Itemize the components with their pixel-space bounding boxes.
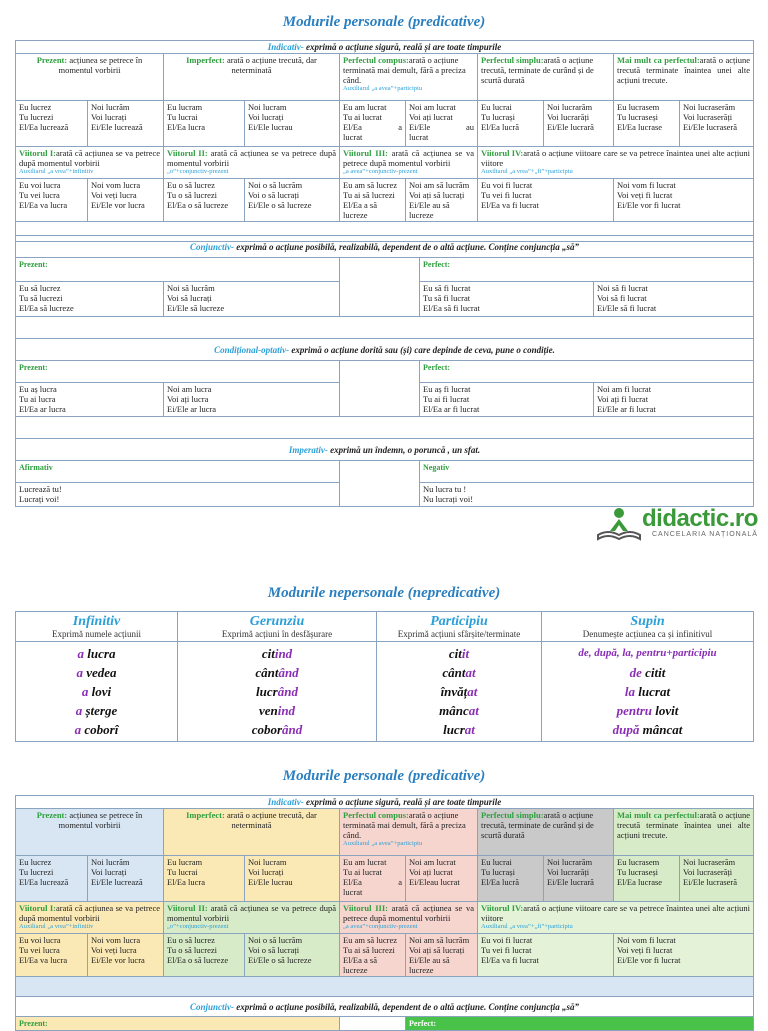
prezent-plural-colored: Noi lucrăm Voi lucrați Ei/Ele lucrează bbox=[88, 856, 164, 902]
logo-text: didactic.ro bbox=[642, 505, 758, 532]
v2-plural-colored: Noi o să lucrăm Voi o să lucrați Ei/Ele o să lucreze bbox=[245, 934, 340, 977]
conj-prezent-sg: Eu să lucrez Tu să lucrezi El/Ea să lucreze bbox=[16, 282, 164, 317]
prezent-singular: Eu lucrez Tu lucrezi El/Ea lucrează bbox=[16, 101, 88, 147]
viitor1-header: Viitorul I:arată că acțiunea se va petrece după momentul vorbirii Auxiliarul „a vrea”+infinitiv bbox=[16, 147, 164, 179]
cond-perfect-pl: Noi am fi lucrat Voi ați fi lucrat Ei/Ele ar fi lucrat bbox=[594, 383, 754, 417]
cond-gap bbox=[340, 361, 420, 417]
indicativ-table bbox=[15, 40, 754, 242]
ps-plural: Noi lucrarăm Voi lucrarăți Ei/Ele lucrară bbox=[544, 101, 614, 147]
conj-gap bbox=[340, 258, 420, 317]
imp-afirmativ-label: Afirmativ bbox=[16, 461, 340, 483]
mmcp-singular-colored: Eu lucrasem Tu lucraseși El/Ea lucrase bbox=[614, 856, 680, 902]
section-title-personale-colored: Modurile personale (predicative) bbox=[282, 768, 486, 784]
v4-singular: Eu voi fi lucrat Tu vei fi lucrat El/Ea va fi lucrat bbox=[478, 179, 614, 222]
v3-singular: Eu am să lucrez Tu ai să lucrezi El/Ea a să lucreze bbox=[340, 179, 406, 222]
imperfect-header-colored: Imperfect: arată o acțiune trecută, dar neterminată bbox=[164, 809, 340, 856]
supin-examples: de, după, la, pentru+participiu de citit la lucrat pentru lovit după mâncat bbox=[542, 642, 754, 742]
pc-plural: Noi am lucrat Voi ați lucrat Ei/Ele au lucrat bbox=[406, 101, 478, 147]
participiu-examples: citit cântat învățat mâncat lucrat bbox=[377, 642, 542, 742]
perfect-simplu-header: Perfectul simplu:arată o acțiune trecută, terminate de curând și de scurtă durată bbox=[478, 54, 614, 101]
didactic-logo[interactable] bbox=[596, 505, 766, 545]
v3-plural-colored: Noi am să lucrăm Voi ați să lucrați Ei/Ele au să lucreze bbox=[406, 934, 478, 977]
v2-plural: Noi o să lucrăm Voi o să lucrați Ei/Ele o să lucreze bbox=[245, 179, 340, 222]
imperfect-plural-colored: Noi lucram Voi lucrați Ei/Ele lucrau bbox=[245, 856, 340, 902]
mmcp-plural-colored: Noi lucraserăm Voi lucraserăți Ei/Ele lucraseră bbox=[680, 856, 754, 902]
v3-plural: Noi am să lucrăm Voi ați să lucrați Ei/Ele au să lucreze bbox=[406, 179, 478, 222]
cond-perfect-sg: Eu aș fi lucrat Tu ai fi lucrat El/Ea ar fi lucrat bbox=[420, 383, 594, 417]
viitor2-header-colored: Viitorul II: arată că acțiunea se va petrece după momentul vorbirii „o”+conjunctiv-prezent bbox=[164, 902, 340, 934]
spacer-row bbox=[16, 417, 754, 439]
v1-singular-colored: Eu voi lucra Tu vei lucra El/Ea va lucra bbox=[16, 934, 88, 977]
conj-perfect-sg: Eu să fi lucrat Tu să fi lucrat El/Ea să fi lucrat bbox=[420, 282, 594, 317]
book-person-icon bbox=[596, 505, 642, 543]
ps-singular: Eu lucrai Tu lucrași El/Ea lucră bbox=[478, 101, 544, 147]
viitor2-header: Viitorul II: arată că acțiunea se va petrece după momentul vorbirii „o”+conjunctiv-prezent bbox=[164, 147, 340, 179]
v1-plural-colored: Noi vom lucra Voi veți lucra Ei/Ele vor lucra bbox=[88, 934, 164, 977]
viitor1-header-colored: Viitorul I:arată că acțiunea se va petrece după momentul vorbirii Auxiliarul „a vrea”+infinitiv bbox=[16, 902, 164, 934]
conj-perfect-label-colored: Perfect: bbox=[406, 1017, 754, 1031]
conj-prezent-label-colored: Prezent: bbox=[16, 1017, 340, 1031]
indicativ-band: Indicativ- exprimă o acțiune sigură, reală și are toate timpurile bbox=[16, 41, 754, 54]
prezent-header-colored: Prezent: acțiunea se petrece în momentul vorbirii bbox=[16, 809, 164, 856]
prezent-singular-colored: Eu lucrez Tu lucrezi El/Ea lucrează bbox=[16, 856, 88, 902]
v4-plural-colored: Noi vom fi lucrat Voi veți fi lucrat Ei/Ele vor fi lucrat bbox=[614, 934, 754, 977]
conj-perfect-pl: Noi să fi lucrat Voi să fi lucrat Ei/Ele să fi lucrat bbox=[594, 282, 754, 317]
v3-singular-colored: Eu am să lucrez Tu ai să lucrezi El/Ea a să lucreze bbox=[340, 934, 406, 977]
viitor4-header-colored: Viitorul IV:arată o acțiune viitoare care se va petrece înaintea unei alte acțiuni viitore Auxiliarul „a vrea”+„fi”+participiu bbox=[478, 902, 754, 934]
imperfect-plural: Noi lucram Voi lucrați Ei/Ele lucrau bbox=[245, 101, 340, 147]
conj-prezent-label: Prezent: bbox=[16, 258, 340, 282]
cond-prezent-pl: Noi am lucra Voi ați lucra Ei/Ele ar lucra bbox=[164, 383, 340, 417]
perfect-simplu-header-colored: Perfectul simplu:arată o acțiune trecută, terminate de curând și de scurtă durată bbox=[478, 809, 614, 856]
v1-singular: Eu voi lucra Tu vei lucra El/Ea va lucra bbox=[16, 179, 88, 222]
logo-tagline: CANCELARIA NAȚIONALĂ bbox=[652, 531, 758, 538]
mmcp-header: Mai mult ca perfectul:arată o acțiune trecută terminate înaintea unei alte acțiuni trecute. bbox=[614, 54, 754, 101]
cond-perfect-label: Perfect: bbox=[420, 361, 754, 383]
ps-singular-colored: Eu lucrai Tu lucrași El/Ea lucră bbox=[478, 856, 544, 902]
cond-prezent-label: Prezent: bbox=[16, 361, 340, 383]
pc-singular: Eu am lucrat Tu ai lucrat El/Ea a lucrat bbox=[340, 101, 406, 147]
mmcp-plural: Noi lucraserăm Voi lucraserăți Ei/Ele lucraseră bbox=[680, 101, 754, 147]
viitor4-header: Viitorul IV:arată o acțiune viitoare care se va petrece înaintea unei alte acțiuni viitore Auxiliarul „a vrea”+„fi”+participiu bbox=[478, 147, 754, 179]
conj-perfect-label: Perfect: bbox=[420, 258, 754, 282]
mmcp-header-colored: Mai mult ca perfectul:arată o acțiune trecută terminate înaintea unei alte acțiuni trecute. bbox=[614, 809, 754, 856]
conditional-band: Condițional-optativ- exprimă o acțiune dorită sau (și) care depinde de ceva, pune o condiție. bbox=[16, 339, 754, 361]
conj-prezent-pl: Noi să lucrăm Voi să lucrați Ei/Ele să lucreze bbox=[164, 282, 340, 317]
supin-header: Supin Denumește acțiunea ca și infinitivul bbox=[542, 612, 754, 642]
ps-plural-colored: Noi lucrarăm Voi lucrarăți Ei/Ele lucrară bbox=[544, 856, 614, 902]
pc-plural-colored: Noi am lucrat Voi ați lucrat Ei/Eleau lucrat bbox=[406, 856, 478, 902]
cond-prezent-sg: Eu aș lucra Tu ai lucra El/Ea ar lucra bbox=[16, 383, 164, 417]
indicativ-table-colored bbox=[15, 795, 754, 1031]
indicativ-band-colored: Indicativ- exprimă o acțiune sigură, reală și are toate timpurile bbox=[16, 796, 754, 809]
spacer-row-colored bbox=[16, 977, 754, 997]
imp-negativ-forms: Nu lucra tu ! Nu lucrați voi! bbox=[420, 483, 754, 507]
viitor3-header: Viitorul III: arată că acțiunea se va petrece după momentul vorbirii „a avea”+conjunctiv-prezent bbox=[340, 147, 478, 179]
perfect-compus-header: Perfectul compus:arată o acțiune terminată mai demult, fără a preciza când. Auxiliarul „a avea”+participiu bbox=[340, 54, 478, 101]
prezent-plural: Noi lucrăm Voi lucrați Ei/Ele lucrează bbox=[88, 101, 164, 147]
nepersonale-table bbox=[15, 611, 754, 742]
gerunziu-header: Gerunziu Exprimă acțiuni în desfășurare bbox=[178, 612, 377, 642]
v1-plural: Noi vom lucra Voi veți lucra Ei/Ele vor lucra bbox=[88, 179, 164, 222]
infinitiv-examples: a lucra a vedea a lovi a șterge a coborî bbox=[16, 642, 178, 742]
imp-negativ-label: Negativ bbox=[420, 461, 754, 483]
section-title-nepersonale: Modurile nepersonale (nepredicative) bbox=[267, 585, 501, 601]
v2-singular-colored: Eu o să lucrez Tu o să lucrezi El/Ea o să lucreze bbox=[164, 934, 245, 977]
spacer-row bbox=[16, 317, 754, 339]
imp-gap bbox=[340, 461, 420, 507]
v4-plural: Noi vom fi lucrat Voi veți fi lucrat Ei/Ele vor fi lucrat bbox=[614, 179, 754, 222]
mmcp-singular: Eu lucrasem Tu lucraseși El/Ea lucrase bbox=[614, 101, 680, 147]
prezent-header: Prezent: acțiunea se petrece în momentul vorbirii bbox=[16, 54, 164, 101]
conjunctiv-table bbox=[15, 235, 754, 507]
imperfect-singular: Eu lucram Tu lucrai El/Ea lucra bbox=[164, 101, 245, 147]
conjunctiv-band-colored: Conjunctiv- exprimă o acțiune posibilă, realizabilă, dependent de o altă acțiune. Conține conjuncția „să” bbox=[16, 997, 754, 1017]
infinitiv-header: Infinitiv Exprimă numele acțiunii bbox=[16, 612, 178, 642]
v2-singular: Eu o să lucrez Tu o să lucrezi El/Ea o să lucreze bbox=[164, 179, 245, 222]
perfect-compus-header-colored: Perfectul compus:arată o acțiune terminată mai demult, fără a preciza când. Auxiliarul „a avea”+participiu bbox=[340, 809, 478, 856]
imperfect-header: Imperfect: arată o acțiune trecută, dar neterminată bbox=[164, 54, 340, 101]
section-title-personale: Modurile personale (predicative) bbox=[282, 14, 486, 30]
imperfect-singular-colored: Eu lucram Tu lucrai El/Ea lucra bbox=[164, 856, 245, 902]
v4-singular-colored: Eu voi fi lucrat Tu vei fi lucrat El/Ea va fi lucrat bbox=[478, 934, 614, 977]
imperativ-band: Imperativ- exprimă un îndemn, o poruncă , un sfat. bbox=[16, 439, 754, 461]
conjunctiv-band: Conjunctiv- exprimă o acțiune posibilă, realizabilă, dependent de o altă acțiune. Conține conjuncția „să” bbox=[16, 236, 754, 258]
imp-afirmativ-forms: Lucrează tu! Lucrați voi! bbox=[16, 483, 340, 507]
gerunziu-examples: citind cântând lucrând venind coborând bbox=[178, 642, 377, 742]
pc-singular-colored: Eu am lucrat Tu ai lucrat El/Ea a lucrat bbox=[340, 856, 406, 902]
viitor3-header-colored: Viitorul III: arată că acțiunea se va petrece după momentul vorbirii „a avea”+conjunctiv-prezent bbox=[340, 902, 478, 934]
participiu-header: Participiu Exprimă acțiuni sfârșite/terminate bbox=[377, 612, 542, 642]
